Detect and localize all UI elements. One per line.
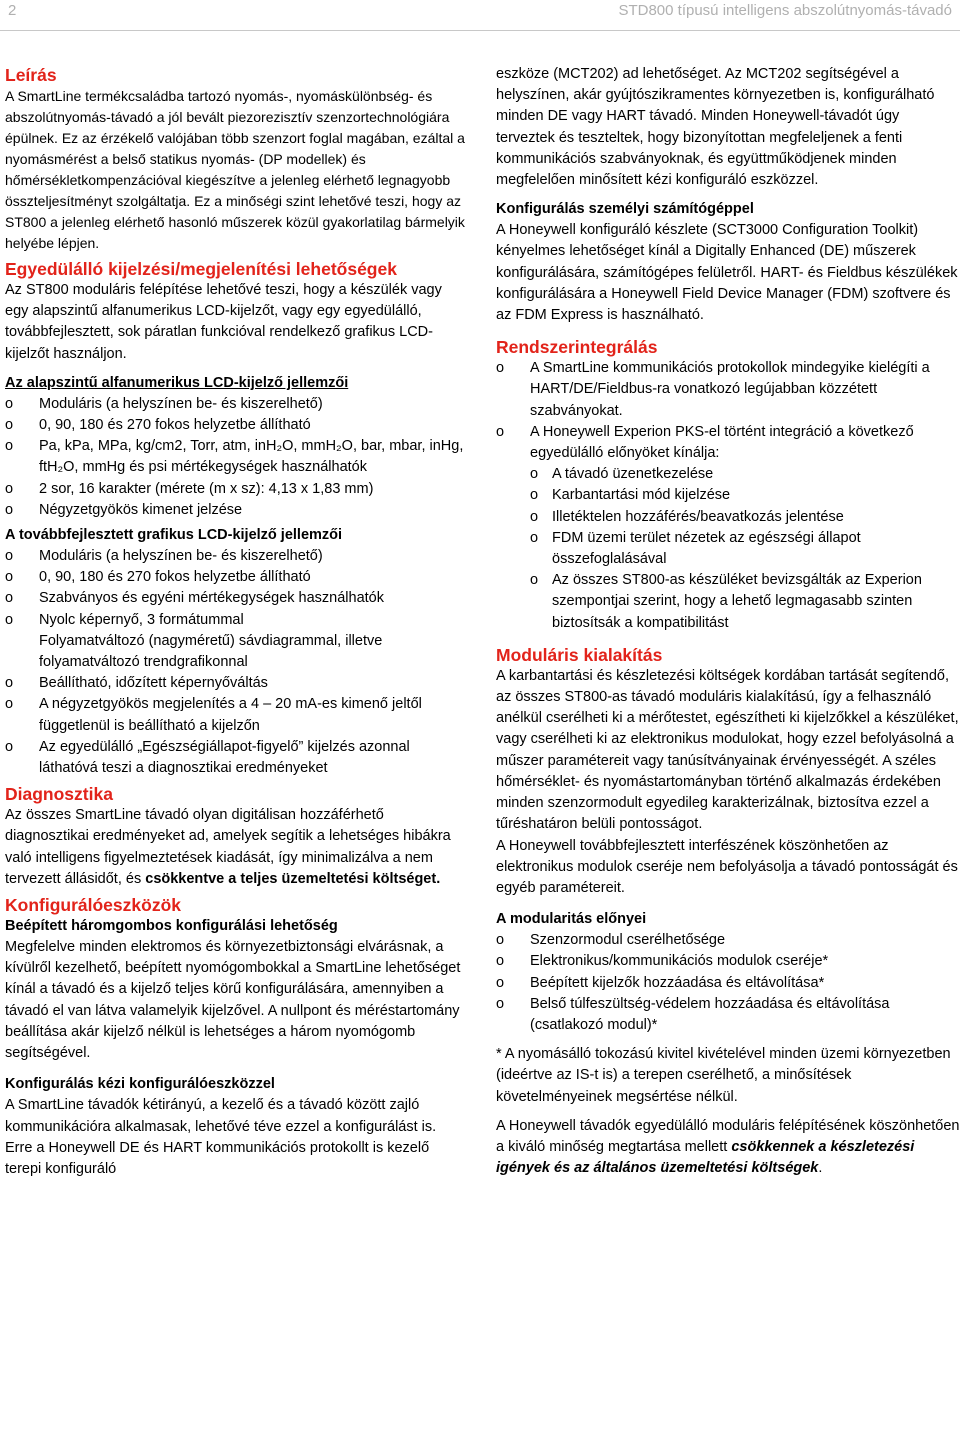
modular-design-text: A karbantartási és készletezési költségek kordában tartását segítendő, az összes ST800-as távadó moduláris kialakítású, így a felhasználó anélkül cserélheti ki a mérőtestet, egészítheti ki kijelzőkkel a készüléket, vagy cserélheti ki az elektronikus modulokat, hogy ezzel befolyásolná a műszer paramétereit vagy tanúsítványainak érvényességét. A széles hőmérséklet- és nyomástartományban történő alkalmazás érdekében minden szenzormodult egyedileg karakterizálnak, biztosítva ezzel a tűréshatáron belüli pontosságot. <box>496 667 959 833</box>
handheld-config-text: A SmartLine távadók kétirányú, a kezelő és a távadó között zajló kommunikációra alkalmasak, lehetővé téve ezzel a konfigurálást is. Erre a Honeywell DE és HART kommunikációs protokollt is kezelő terepi konfiguráló <box>5 1097 437 1177</box>
modularity-benefits-list <box>496 930 960 1036</box>
list-item: o Beállítható, időzített képernyőváltás <box>5 673 467 694</box>
leiras-text: A SmartLine termékcsaládba tartozó nyomás-, nyomáskülönbség- és abszolútnyomás-távadó a jól bevált piezorezisztív szenzortechnológiára épülnek. Ez az érzékelő valójában több szenzort foglal magában, ezáltal a nyomásmérést a belső statikus nyomás- (DP modellek) és hőmérsékletkompenzációval kiegészítve a jelenleg elérhető legnagyobb összteljesítményt szolgáltatja. Ez a minőségi szint lehetővé teszi, hogy az ST800 a jelenleg elérhető hasonló műszerek közül gyakorlatilag bármelyik helyébe lépjen. <box>5 88 465 251</box>
display-options-heading: Egyedülálló kijelzési/megjelenítési lehetőségek <box>5 259 397 279</box>
diagnostics-text: Az összes SmartLine távadó olyan digitálisan hozzáférhető diagnosztikai eredményeket ad, amelyek segítik a lehetséges hibákra való intelligens figyelmeztetések kiadását, így minimalizálva a nem tervezett állásidőt, és csökkentve a teljes üzemeltetési költséget. <box>5 807 451 887</box>
advanced-lcd-list <box>5 546 467 631</box>
list-item: o Az összes ST800-as készüléket bevizsgálták az Experion szempontjai szerint, hogy a lehető legmagasabb szinten biztosítsák a kompatibilitást <box>530 570 960 634</box>
list-item: o A Honeywell Experion PKS-el történt integráció a következő egyedülálló előnyöket kínálja: <box>496 422 960 464</box>
list-item: o Moduláris (a helyszínen be- és kiszerelhető) <box>5 394 467 415</box>
experion-benefits-list <box>496 464 960 634</box>
pc-config-heading: Konfigurálás személyi számítógéppel <box>496 201 754 218</box>
list-item: o FDM üzemi terület nézetek az egészségi állapot összefoglalásával <box>530 528 960 570</box>
display-options-text: Az ST800 moduláris felépítése lehetővé teszi, hogy a készülék vagy egy alapszintű alfanumerikus LCD-kijelzőt, vagy egy egyedülálló, továbbfejlesztett, sok páratlan funkcióval rendelkező grafikus LCD-kijelzőt használjon. <box>5 282 442 362</box>
diagnostics-heading: Diagnosztika <box>5 784 113 805</box>
modularity-benefits-heading: A modularitás előnyei <box>496 911 647 928</box>
right-column <box>496 64 960 1179</box>
list-item: o 0, 90, 180 és 270 fokos helyzetbe állítható <box>5 415 467 436</box>
handheld-config-continued: eszköze (MCT202) ad lehetőséget. Az MCT202 segítségével a helyszínen, akár gyújtószikramentes környezetben is, konfigurálható minden DE vagy HART távadó. Minden Honeywell-távadót úgy terveztek és teszteltek, hogy bizonyítottan megfeleljenek a fenti kommunikációs szabványoknak, és együttműködjenek minden megfelelően minősített kézi konfiguráló eszközzel. <box>496 66 935 189</box>
list-item: o Belső túlfeszültség-védelem hozzáadása és eltávolítása (csatlakozó modul)* <box>496 994 960 1036</box>
list-item: o Karbantartási mód kijelzése <box>530 485 960 506</box>
modular-design-heading: Moduláris kialakítás <box>496 644 663 665</box>
list-item: o Négyzetgyökös kimenet jelzése <box>5 500 467 521</box>
page-number: 2 <box>8 2 17 19</box>
document-title: STD800 típusú intelligens abszolútnyomás-távadó <box>618 2 952 19</box>
system-integration-heading: Rendszerintegrálás <box>496 337 658 358</box>
list-item: o Pa, kPa, MPa, kg/cm2, Torr, atm, inH₂O, mmH₂O, bar, mbar, inHg, ftH₂O, mmHg és psi mértékegységek használhatók <box>5 436 467 478</box>
list-item: o A SmartLine kommunikációs protokollok mindegyike kielégíti a HART/DE/Fieldbus-ra vonatkozó legújabban közzétett szabványokat. <box>496 358 960 422</box>
list-item: o Szabványos és egyéni mértékegységek használhatók <box>5 588 467 609</box>
basic-lcd-heading: Az alapszintű alfanumerikus LCD-kijelző jellemzői <box>5 374 349 391</box>
list-item: o Beépített kijelzők hozzáadása és eltávolítása* <box>496 973 960 994</box>
list-item: o 2 sor, 16 karakter (mérete (m x sz): 4,13 x 1,83 mm) <box>5 479 467 500</box>
advanced-lcd-list-cont <box>5 673 467 779</box>
list-item: o A négyzetgyökös megjelenítés a 4 – 20 mA-es kimenő jeltől függetlenül is beállítható a kijelzőn <box>5 694 467 736</box>
builtin-config-heading: Beépített háromgombos konfigurálási lehetőség <box>5 918 338 935</box>
builtin-config-text: Megfelelve minden elektromos és környezetbiztonsági elvárásnak, a kívülről kezelhető, beépített nyomógombokkal a SmartLine lehetőséget kínál a távadó és a kijelző teljes körű konfigurálására, amennyiben a távadó el van látva valamelyik kijelzővel. A nullpont és méréstartomány beállítása akár kijelző nélkül is lehetséges a három nyomógomb segítségével. <box>5 939 461 1062</box>
list-item: o Szenzormodul cserélhetősége <box>496 930 960 951</box>
config-tools-heading: Konfigurálóeszközök <box>5 895 181 916</box>
list-item-continuation: Folyamatváltozó (nagyméretű) sávdiagrammal, illetve folyamatváltozó trendgrafikonnal <box>39 632 383 671</box>
list-item: o Illetéktelen hozzáférés/beavatkozás jelentése <box>530 507 960 528</box>
basic-lcd-list <box>5 394 467 521</box>
page-header <box>0 0 960 28</box>
left-column <box>5 64 467 1180</box>
list-item: o A távadó üzenetkezelése <box>530 464 960 485</box>
closing-text: A Honeywell távadók egyedülálló moduláris felépítésének köszönhetően a kiváló minőség megtartása mellett csökkennek a készletezési igények és az általános üzemeltetési költségek. <box>496 1117 960 1177</box>
modular-design-text-2: A Honeywell továbbfejlesztett interfészének köszönhetően az elektronikus modulok cseréje nem befolyásolja a távadó pontosságát és egyéb paramétereit. <box>496 837 958 896</box>
list-item: o Az egyedülálló „Egészségiállapot-figyelő” kijelzés azonnal láthatóvá teszi a diagnosztikai eredményeket <box>5 737 467 779</box>
list-item: o Moduláris (a helyszínen be- és kiszerelhető) <box>5 546 467 567</box>
footnote-text: * A nyomásálló tokozású kivitel kivételével minden üzemi környezetben (ideértve az IS-t is) a terepen cserélhető, a minősítések követelményeinek megsértése nélkül. <box>496 1046 951 1105</box>
handheld-config-heading: Konfigurálás kézi konfigurálóeszközzel <box>5 1076 275 1093</box>
list-item: o Nyolc képernyő, 3 formátummal <box>5 610 467 631</box>
system-integration-list <box>496 358 960 464</box>
leiras-heading: Leírás <box>5 65 57 85</box>
list-item: o 0, 90, 180 és 270 fokos helyzetbe állítható <box>5 567 467 588</box>
pc-config-text: A Honeywell konfiguráló készlete (SCT3000 Configuration Toolkit) kényelmes lehetőséget kínál a Digitally Enhanced (DE) műszerek konfigurálására, számítógépes felületről. HART- és Fieldbus készülékek konfigurálására a Honeywell Field Device Manager (FDM) szoftvere és az FDM Express is használható. <box>496 222 958 324</box>
list-item: o Elektronikus/kommunikációs modulok cseréje* <box>496 951 960 972</box>
header-divider <box>0 30 960 31</box>
advanced-lcd-heading: A továbbfejlesztett grafikus LCD-kijelző jellemzői <box>5 527 343 544</box>
